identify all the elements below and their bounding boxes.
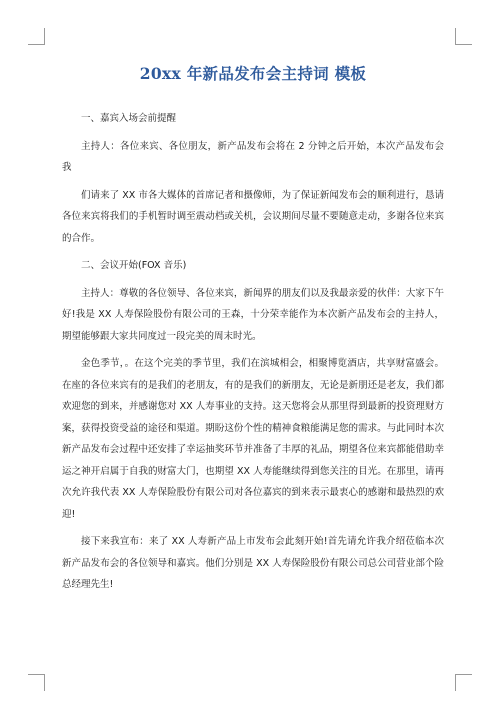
paragraph-phone-reminder: 们请来了 XX 市各大媒体的首席记者和摄像师，为了保证新闻发布会的顺利进行，恳请各位来宾将我们的手机暂时调至震动档或关机，会议期间尽量不要随意走动，多谢各位来宾的合作。 [62,189,444,244]
document-page [62,58,444,602]
paragraph-host-opening: 主持人：各位来宾、各位朋友，新产品发布会将在 2 分钟之后开始，本次产品发布会我 [62,140,444,173]
page-corner-mark-top-left [28,28,45,45]
page-corner-mark-top-right [455,28,472,45]
section-heading-meeting-start: 二、会议开始(FOX 音乐) [81,260,187,271]
paragraph-golden-season: 金色季节，。在这个完美的季节里，我们在滨城相会，相聚博览酒店，共享财富盛会。在座的各位来宾有的是我们的老朋友，有的是我们的新朋友，无论是新朋还是老友，我们都欢迎您的到来，并感谢您对 XX 人寿事业的支持。这天您将会从那里得到最新的投资理财方案，获得投资受益的途径和渠道。期盼这份个性的精神食粮能满足您的需求。与此同时本次新产品发布会过程中还安排了幸运抽奖环节并准备了丰厚的礼品，期望各位来宾都能借助幸运之神开启属于自我的财富大门，也期望 XX 人寿能继续得到您关注的目光。在那里，请再次允许我代表 XX 人寿保险股份有限公司对各位嘉宾的到来表示最衷心的感谢和最热烈的欢迎! [62,358,444,520]
paragraph-host-welcome: 主持人：尊敬的各位领导、各位来宾，新闻界的朋友们以及我最亲爱的伙伴：大家下午好!我是 XX 人寿保险股份有限公司的王森，十分荣幸能作为本次新产品发布会的主持人，期望能够跟大家共同度过一段完美的周末时光。 [62,287,444,342]
paragraph-announcement: 接下来我宣布：来了 XX 人寿新产品上市发布会此刻开始!首先请允许我介绍莅临本次新产品发布会的各位领导和嘉宾。他们分别是 XX 人寿保险股份有限公司总公司营业部个险总经理先生! [62,536,444,590]
section-heading-guest-reminder: 一、嘉宾入场会前提醒 [81,113,177,124]
page-corner-mark-bottom-left [28,674,45,691]
document-title: 20xx 年新品发布会主持词 模板 [139,64,367,83]
page-corner-mark-bottom-right [455,674,472,691]
